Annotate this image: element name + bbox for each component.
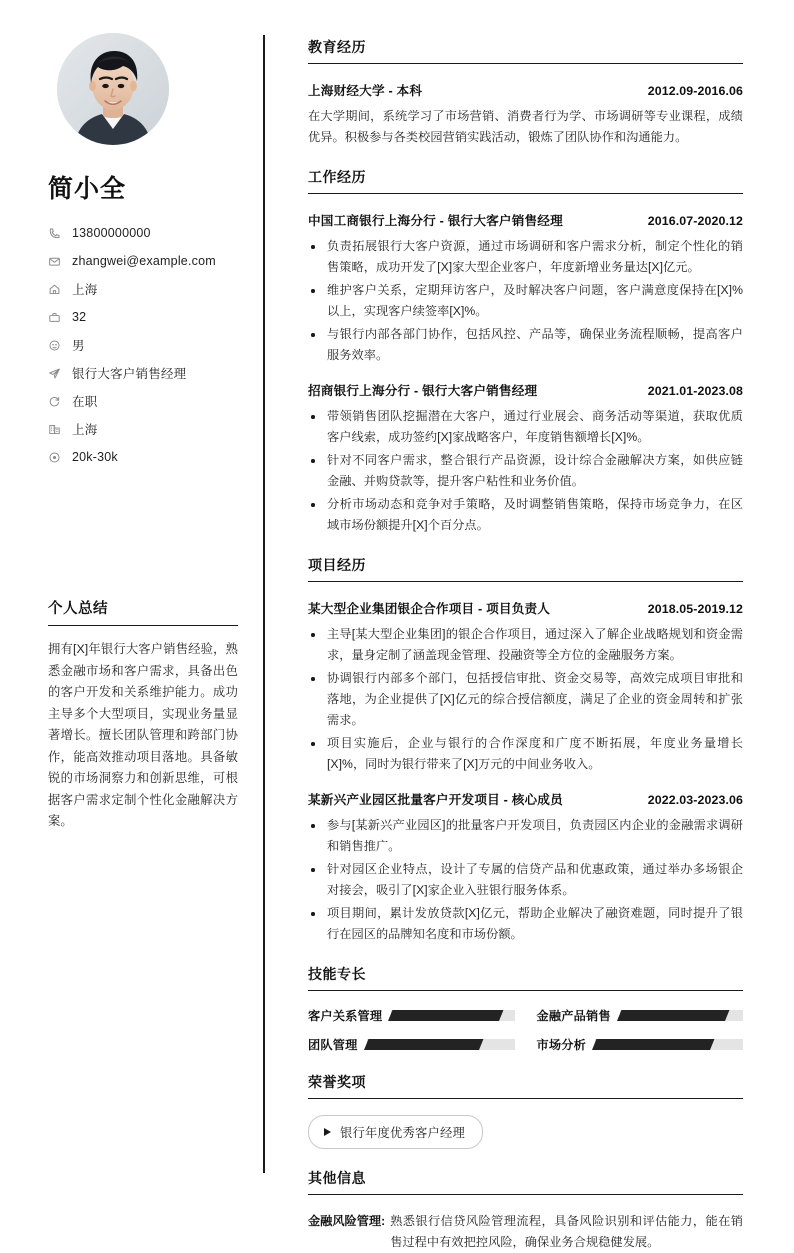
- skill-progress-bar: [367, 1039, 515, 1050]
- awards-section: [308, 1072, 743, 1149]
- entry-header: [308, 80, 743, 99]
- contact-item-workplace: [48, 415, 234, 443]
- target-icon: [48, 451, 68, 464]
- sidebar: [0, 0, 264, 1214]
- contact-item-age: [48, 303, 234, 331]
- briefcase-icon: [48, 311, 68, 324]
- award-badge[interactable]: [308, 1115, 483, 1149]
- entry-date: 2012.09-2016.06: [647, 84, 743, 98]
- contact-value: 在职: [72, 395, 98, 409]
- list-item: 负责拓展银行大客户资源，通过市场调研和客户需求分析，制定个性化的销售策略，成功开发了[X]家大型企业客户，年度新增业务量达[X]亿元。: [308, 236, 743, 278]
- contact-item-salary: [48, 443, 234, 471]
- other-info-row: [308, 1211, 743, 1253]
- contact-value: zhangwei@example.com: [72, 254, 216, 268]
- entry-description: 在大学期间，系统学习了市场营销、消费者行为学、市场调研等专业课程，成绩优异。积极参与各类校园营销实践活动，锻炼了团队协作和沟通能力。: [308, 109, 743, 144]
- building-icon: [48, 423, 68, 436]
- skill-row: [308, 1007, 515, 1024]
- contact-item-gender: [48, 331, 234, 359]
- projects-section: [308, 555, 743, 945]
- home-icon: [48, 283, 68, 296]
- entry-title: 中国工商银行上海分行 - 银行大客户销售经理: [308, 214, 563, 228]
- work-entry: [308, 210, 743, 366]
- list-item: 针对不同客户需求，整合银行产品资源，设计综合金融解决方案，如供应链金融、并购贷款等，提升客户粘性和业务价值。: [308, 450, 743, 492]
- other-info-value: 熟悉银行信贷风险管理流程，具备风险识别和评估能力，能在销售过程中有效把控风险，确保业务合规稳健发展。: [390, 1214, 743, 1249]
- list-item: 维护客户关系，定期拜访客户，及时解决客户问题，客户满意度保持在[X]%以上，实现客户续签率[X]%。: [308, 280, 743, 322]
- list-item: 带领销售团队挖掘潜在大客户，通过行业展会、商务活动等渠道，获取优质客户线索，成功签约[X]家战略客户，年度销售额增长[X]%。: [308, 406, 743, 448]
- entry-header: [308, 789, 743, 808]
- contact-item-status: [48, 387, 234, 415]
- skill-progress-fill: [592, 1039, 715, 1050]
- entry-date: 2021.01-2023.08: [647, 384, 743, 398]
- contact-value: 男: [72, 339, 85, 353]
- paper-plane-icon: [48, 367, 68, 380]
- education-entry: [308, 80, 743, 148]
- list-item: 项目实施后，企业与银行的合作深度和广度不断拓展，年度业务量增长[X]%，同时为银行带来了[X]万元的中间业务收入。: [308, 733, 743, 775]
- contact-item-location: [48, 275, 234, 303]
- skills-grid: [308, 1007, 743, 1053]
- section-heading-projects: 项目经历: [308, 555, 743, 582]
- bullet-list: [308, 624, 743, 775]
- contact-value: 32: [72, 310, 87, 324]
- list-item: 针对园区企业特点，设计了专属的信贷产品和优惠政策，通过举办多场银企对接会，吸引了[X]家企业入驻银行服务体系。: [308, 859, 743, 901]
- skill-label: 团队管理: [308, 1038, 358, 1052]
- section-heading-skills: 技能专长: [308, 964, 743, 991]
- list-item: 项目期间，累计发放贷款[X]亿元，帮助企业解决了融资难题，同时提升了银行在园区的品牌知名度和市场份额。: [308, 903, 743, 945]
- award-label: 银行年度优秀客户经理: [340, 1126, 465, 1140]
- bullet-list: [308, 406, 743, 536]
- contact-list: [48, 219, 234, 471]
- page-title: 简小全: [48, 175, 127, 203]
- list-item: 分析市场动态和竞争对手策略，及时调整销售策略，保持市场竞争力，在区域市场份额提升[X]个百分点。: [308, 494, 743, 536]
- list-item: 参与[某新兴产业园区]的批量客户开发项目，负责园区内企业的金融需求调研和销售推广。: [308, 815, 743, 857]
- bullet-list: [308, 236, 743, 366]
- entry-title: 上海财经大学 - 本科: [308, 84, 423, 98]
- project-entry: [308, 598, 743, 775]
- contact-value: 20k-30k: [72, 450, 118, 464]
- entry-date: 2018.05-2019.12: [647, 602, 743, 616]
- education-section: [308, 37, 743, 148]
- main-content: [264, 0, 794, 1249]
- contact-value: 上海: [72, 423, 98, 437]
- skills-section: [308, 964, 743, 1053]
- list-item: 主导[某大型企业集团]的银企合作项目，通过深入了解企业战略规划和资金需求，量身定制了涵盖现金管理、投融资等全方位的金融服务方案。: [308, 624, 743, 666]
- entry-title: 某新兴产业园区批量客户开发项目 - 核心成员: [308, 793, 563, 807]
- work-section: [308, 167, 743, 536]
- entry-header: [308, 598, 743, 617]
- skill-progress-fill: [388, 1010, 503, 1021]
- section-heading-education: 教育经历: [308, 37, 743, 64]
- skill-progress-fill: [364, 1039, 484, 1050]
- contact-value: 银行大客户销售经理: [72, 367, 187, 381]
- section-heading-other: 其他信息: [308, 1168, 743, 1195]
- contact-value: 上海: [72, 283, 98, 297]
- skill-row: [308, 1036, 515, 1053]
- skill-progress-bar: [391, 1010, 514, 1021]
- section-heading-awards: 荣誉奖项: [308, 1072, 743, 1099]
- summary-text: 拥有[X]年银行大客户销售经验，熟悉金融市场和客户需求，具备出色的客户开发和关系维护能力。成功主导多个大型项目，实现业务量显著增长。擅长团队管理和跨部门协作，能高效推动项目落地。具备敏锐的市场洞察力和创新思维，可根据客户需求定制个性化金融解决方案。: [48, 642, 238, 828]
- skill-row: [537, 1036, 744, 1053]
- list-item: 与银行内部各部门协作，包括风控、产品等，确保业务流程顺畅，提高客户服务效率。: [308, 324, 743, 366]
- contact-value: 13800000000: [72, 226, 151, 240]
- skill-label: 金融产品销售: [536, 1009, 611, 1023]
- work-entry: [308, 380, 743, 536]
- entry-title: 招商银行上海分行 - 银行大客户销售经理: [308, 384, 538, 398]
- gender-icon: [48, 339, 68, 352]
- contact-item-email: [48, 247, 234, 275]
- phone-icon: [48, 227, 68, 240]
- section-heading-work: 工作经历: [308, 167, 743, 194]
- play-triangle-icon: [324, 1128, 331, 1136]
- refresh-icon: [48, 395, 68, 408]
- skill-progress-bar: [620, 1010, 743, 1021]
- other-info-section: [308, 1168, 743, 1253]
- column-divider: [263, 35, 265, 1173]
- section-heading-summary: 个人总结: [48, 597, 238, 626]
- list-item: 协调银行内部多个部门，包括授信审批、资金交易等，高效完成项目审批和落地，为企业提供了[X]亿元的综合授信额度，满足了企业的资金周转和扩张需求。: [308, 668, 743, 731]
- envelope-icon: [48, 255, 68, 268]
- skill-progress-fill: [617, 1010, 730, 1021]
- skill-label: 客户关系管理: [308, 1009, 383, 1023]
- bullet-list: [308, 815, 743, 945]
- personal-summary-section: [48, 597, 238, 833]
- entry-header: [308, 210, 743, 229]
- award-list: [308, 1115, 743, 1149]
- entry-header: [308, 380, 743, 399]
- contact-item-phone: [48, 219, 234, 247]
- project-entry: [308, 789, 743, 945]
- skill-label: 市场分析: [536, 1038, 587, 1052]
- entry-date: 2022.03-2023.06: [647, 793, 743, 807]
- contact-item-position: [48, 359, 234, 387]
- skill-progress-bar: [595, 1039, 743, 1050]
- person-photo-icon: [57, 33, 169, 145]
- other-info-key: 金融风险管理:: [308, 1214, 386, 1228]
- skill-row: [537, 1007, 744, 1024]
- avatar: [57, 33, 169, 145]
- entry-title: 某大型企业集团银企合作项目 - 项目负责人: [308, 602, 551, 616]
- entry-date: 2016.07-2020.12: [647, 214, 743, 228]
